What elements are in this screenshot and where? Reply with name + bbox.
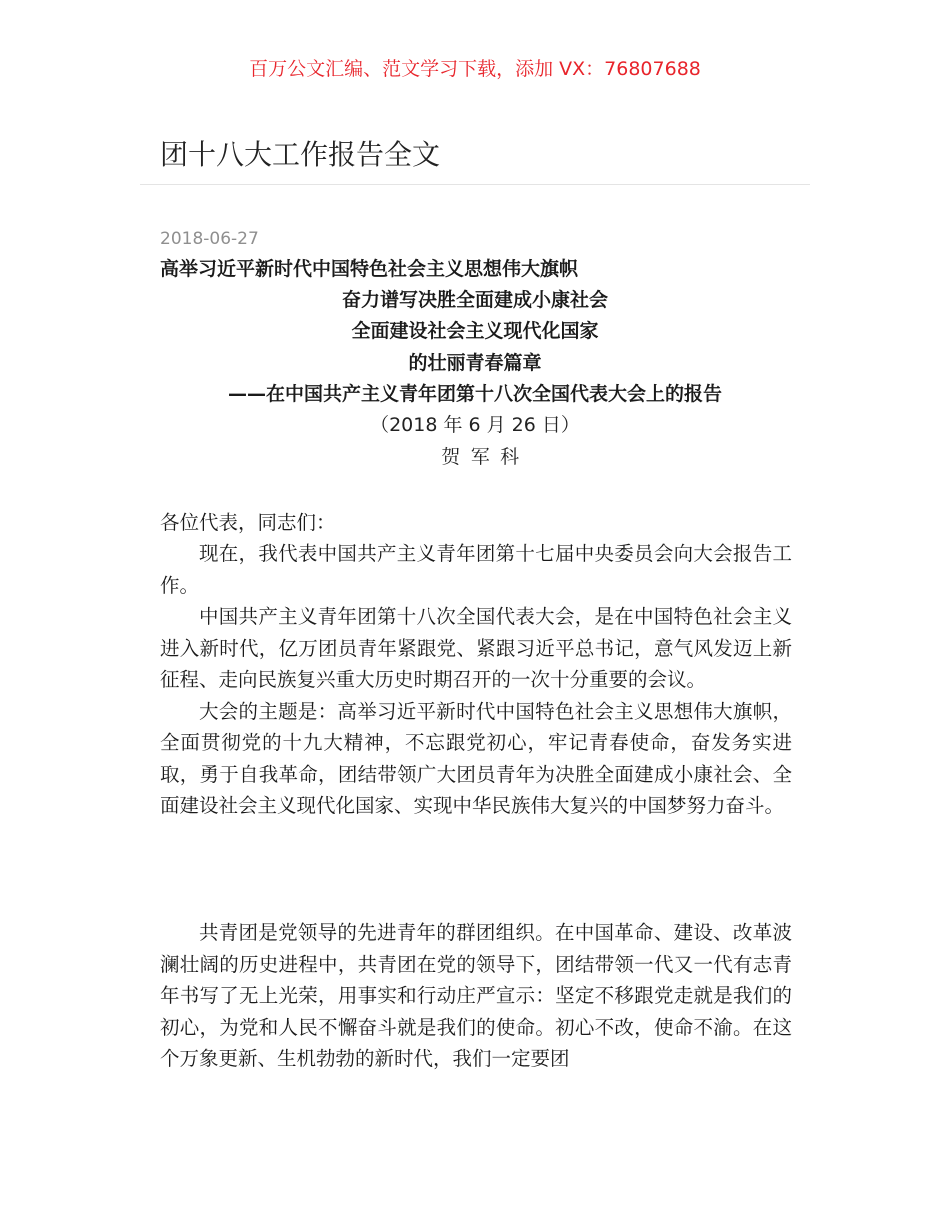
- speaker-name: 贺军科: [441, 446, 530, 468]
- promo-banner: 百万公文汇编、范文学习下载，添加 VX：76807688: [249, 58, 701, 80]
- paragraph-2: 中国共产主义青年团第十八次全国代表大会，是在中国特色社会主义进入新时代，亿万团员青年紧跟党、紧跟习近平总书记，意气风发迈上新征程、走向民族复兴重大历史时期召开的一次十分重要的会议。: [160, 605, 792, 691]
- report-body: [160, 538, 792, 822]
- page-title: 团十八大工作报告全文: [160, 138, 441, 171]
- paragraph-4: 共青团是党领导的先进青年的群团组织。在中国革命、建设、改革波澜壮阔的历史进程中，共青团在党的领导下，团结带领一代又一代有志青年书写了无上光荣，用事实和行动庄严宣示：坚定不移跟党走就是我们的初心，为党和人民不懈奋斗就是我们的使命。初心不改，使命不渝。在这个万象更新、生机勃勃的新时代，我们一定要团: [160, 921, 792, 1070]
- paragraph-3: 大会的主题是：高举习近平新时代中国特色社会主义思想伟大旗帜，全面贯彻党的十九大精神，不忘跟党初心，牢记青春使命，奋发务实进取，勇于自我革命，团结带领广大团员青年为决胜全面建成小康社会、全面建设社会主义现代化国家、实现中华民族伟大复兴的中国梦努力奋斗。: [160, 699, 792, 817]
- headline-line-2: 奋力谱写决胜全面建成小康社会: [341, 289, 608, 311]
- headline-line-3: 全面建设社会主义现代化国家: [351, 320, 599, 342]
- headline-line-4: 的壮丽青春篇章: [408, 352, 542, 374]
- report-body-continued: [160, 917, 792, 1075]
- paragraph-1: 现在，我代表中国共产主义青年团第十七届中央委员会向大会报告工作。: [160, 542, 792, 597]
- speech-date: （2018 年 6 月 26 日）: [370, 414, 580, 436]
- title-divider: [140, 184, 810, 185]
- publish-date: 2018-06-27: [160, 229, 259, 249]
- salutation: 各位代表，同志们：: [160, 511, 336, 534]
- headline-line-1: 高举习近平新时代中国特色社会主义思想伟大旗帜: [160, 258, 579, 280]
- headline-line-5: ——在中国共产主义青年团第十八次全国代表大会上的报告: [227, 383, 722, 405]
